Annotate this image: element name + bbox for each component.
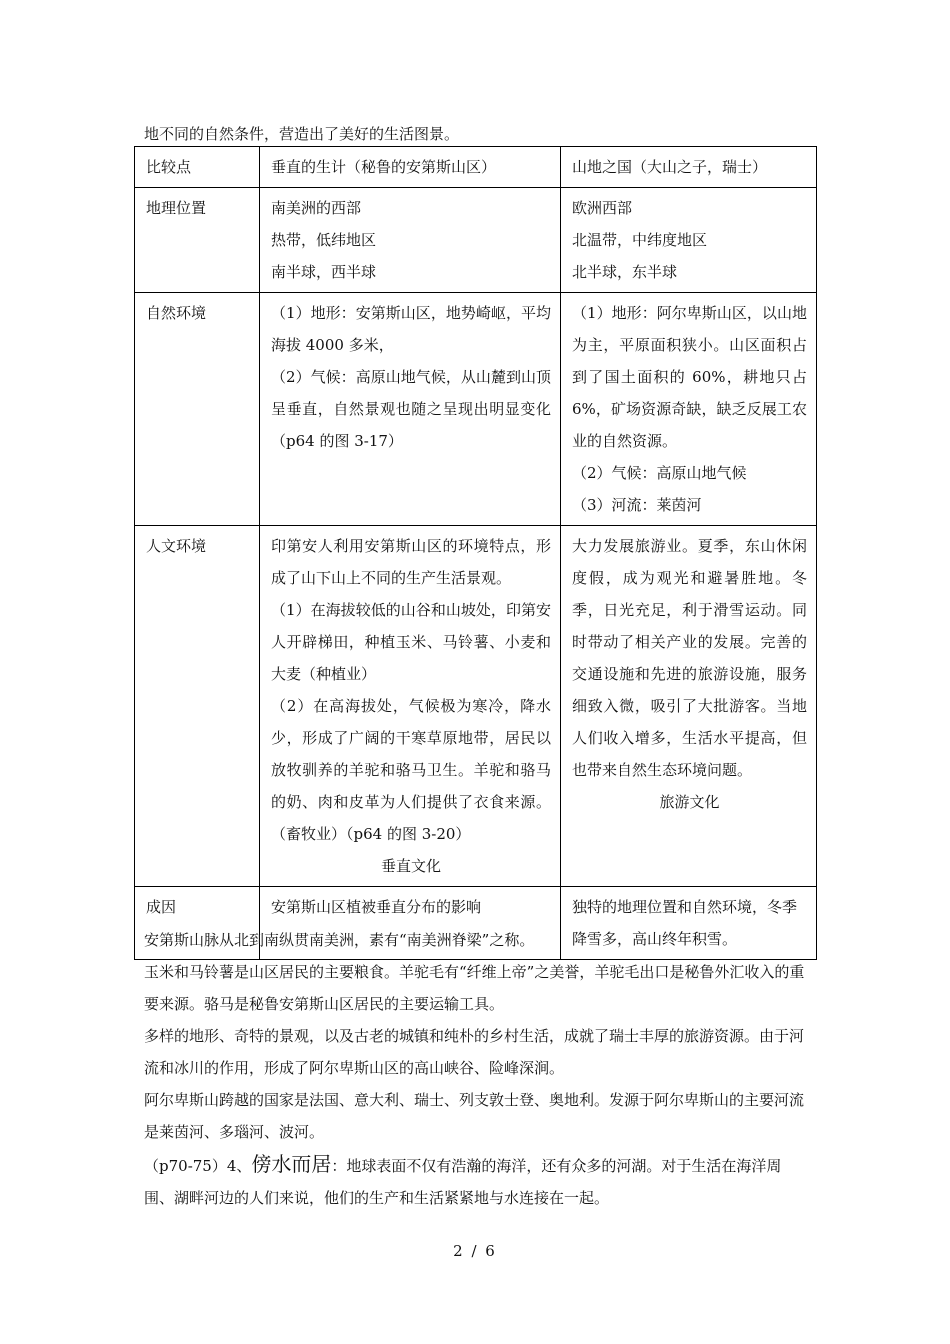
peru-cause-cell: 安第斯山区植被垂直分布的影响 xyxy=(260,887,561,960)
peru-culture-cell xyxy=(260,526,561,887)
section-separator: ： xyxy=(331,1157,347,1175)
section-text: 地球表面不仅有浩瀚的海洋，还有众多的河湖。对于生活在海洋周围、湖畔河边的人们来说，他们的生产和生活紧紧地与水连接在一起。 xyxy=(144,1157,782,1207)
notes-section xyxy=(144,924,808,1214)
table-header-row xyxy=(135,147,817,188)
table-row-location xyxy=(135,188,817,293)
note-paragraph: 安第斯山脉从北到南纵贯南美洲，素有“南美洲脊梁”之称。 xyxy=(144,931,535,949)
peru-terrain-text: （1）地形：安第斯山区，地势崎岖，平均海拔 4000 多米， xyxy=(271,304,551,354)
peru-location-line: 南半球，西半球 xyxy=(271,263,377,281)
swiss-nature-cell xyxy=(561,293,817,526)
row-label-nature: 自然环境 xyxy=(135,293,260,526)
peru-culture-intro: 印第安人利用安第斯山区的环境特点，形成了山下山上不同的生产生活景观。 xyxy=(271,537,551,587)
peru-location-line: 南美洲的西部 xyxy=(271,199,362,217)
section-title: 傍水而居 xyxy=(251,1152,332,1176)
note-paragraph: 阿尔卑斯山跨越的国家是法国、意大利、瑞士、列支敦士登、奥地利。发源于阿尔卑斯山的主要河流是莱茵河、多瑙河、波河。 xyxy=(144,1091,805,1141)
peru-culture-summary: 垂直文化 xyxy=(380,857,441,875)
header-switzerland: 山地之国（大山之子，瑞士） xyxy=(561,147,817,188)
peru-culture-highland: （2）在高海拔处，气候极为寒冷，降水少，形成了广阔的干寒草原地带，居民以放牧驯养的羊驼和骆马卫生。羊驼和骆马的奶、肉和皮革为人们提供了衣食来源。（畜牧业）（p64 的图 3-20） xyxy=(271,697,551,843)
peru-nature-cell xyxy=(260,293,561,526)
swiss-location-line: 北温带，中纬度地区 xyxy=(572,231,708,249)
swiss-climate-text: （2）气候：高原山地气候 xyxy=(572,464,747,482)
swiss-culture-summary: 旅游文化 xyxy=(659,793,720,811)
peru-climate-text: （2）气候：高原山地气候，从山麓到山顶呈垂直，自然景观也随之呈现出明显变化（p64 的图 3-17） xyxy=(271,368,551,450)
swiss-terrain-text: （1）地形：阿尔卑斯山区，以山地为主，平原面积狭小。山区面积占到了国土面积的 60%，耕地只占 6%，矿场资源奇缺，缺乏反展工农业的自然资源。 xyxy=(572,304,807,450)
section-paragraph xyxy=(144,1148,808,1214)
swiss-location-cell xyxy=(561,188,817,293)
table-row-nature xyxy=(135,293,817,526)
row-label-location: 地理位置 xyxy=(135,188,260,293)
table-row-culture xyxy=(135,526,817,887)
peru-location-line: 热带，低纬地区 xyxy=(271,231,377,249)
swiss-river-text: （3）河流：莱茵河 xyxy=(572,496,702,514)
swiss-cause-cell: 独特的地理位置和自然环境，冬季降雪多，高山终年积雪。 xyxy=(561,887,817,960)
note-paragraph: 玉米和马铃薯是山区居民的主要粮食。羊驼毛有“纤维上帝”之美誉，羊驼毛出口是秘鲁外汇收入的重要来源。骆马是秘鲁安第斯山区居民的主要运输工具。 xyxy=(144,963,805,1013)
note-paragraph: 多样的地形、奇特的景观，以及古老的城镇和纯朴的乡村生活，成就了瑞士丰厚的旅游资源。由于河流和冰川的作用，形成了阿尔卑斯山区的高山峡谷、险峰深涧。 xyxy=(144,1027,805,1077)
swiss-location-line: 欧洲西部 xyxy=(572,199,633,217)
section-prefix: （p70-75）4、 xyxy=(144,1157,252,1175)
header-compare-point: 比较点 xyxy=(135,147,260,188)
comparison-table xyxy=(134,146,817,960)
intro-text: 地不同的自然条件，营造出了美好的生活图景。 xyxy=(144,125,460,143)
page-number: 2 / 6 xyxy=(453,1242,497,1260)
row-label-cause: 成因 xyxy=(135,887,260,960)
swiss-culture-text: 大力发展旅游业。夏季，东山休闲度假，成为观光和避暑胜地。冬季，日光充足，利于滑雪运动。同时带动了相关产业的发展。完善的交通设施和先进的旅游设施，服务细致入微，吸引了大批游客。当地人们收入增多，生活水平提高，但也带来自然生态环境问题。 xyxy=(572,537,807,779)
row-label-culture: 人文环境 xyxy=(135,526,260,887)
peru-location-cell xyxy=(260,188,561,293)
header-peru: 垂直的生计（秘鲁的安第斯山区） xyxy=(260,147,561,188)
swiss-location-line: 北半球，东半球 xyxy=(572,263,678,281)
swiss-culture-cell xyxy=(561,526,817,887)
peru-culture-lowland: （1）在海拔较低的山谷和山坡处，印第安人开辟梯田，种植玉米、马铃薯、小麦和大麦（种植业） xyxy=(271,601,551,683)
